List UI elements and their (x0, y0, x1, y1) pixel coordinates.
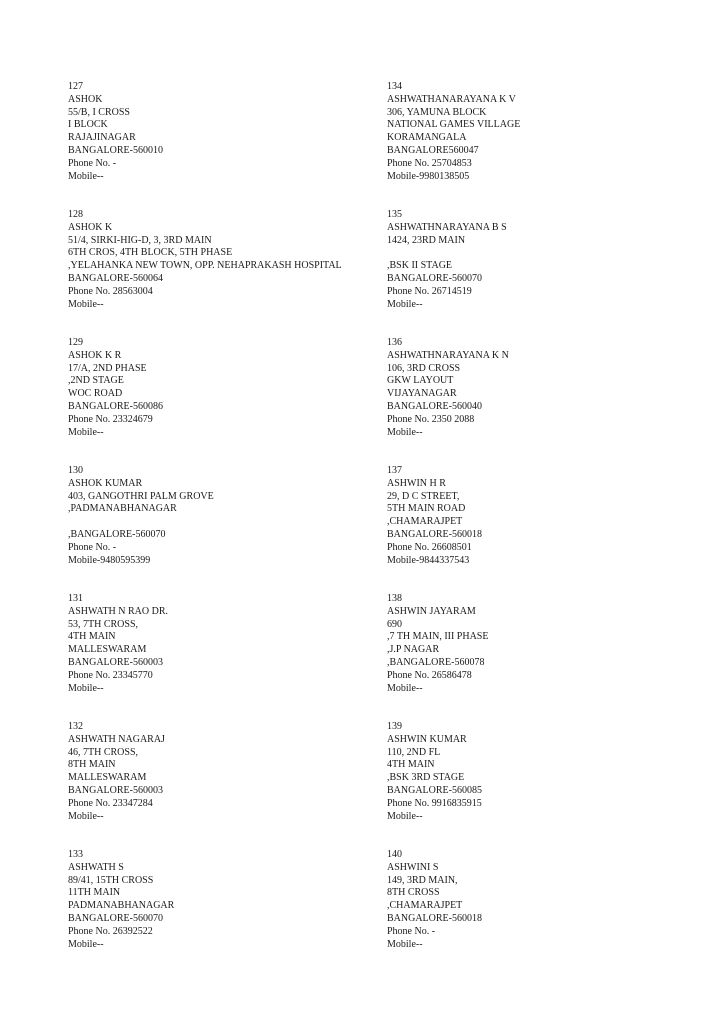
mobile-number: Mobile-- (387, 426, 423, 438)
mobile-number: Mobile-- (68, 170, 104, 182)
address-entry (68, 81, 378, 209)
mobile-number: Mobile-9844337543 (387, 554, 470, 566)
entry-number: 127 (68, 81, 83, 92)
address-line: NATIONAL GAMES VILLAGE (387, 119, 521, 131)
address-line: ,2ND STAGE (68, 375, 124, 387)
entry-name: ASHWATHANARAYANA K V (387, 93, 516, 105)
address-line: 5TH MAIN ROAD (387, 503, 466, 515)
address-line: 306, YAMUNA BLOCK (387, 106, 487, 118)
address-entry (387, 593, 697, 721)
mobile-number: Mobile-- (68, 682, 104, 694)
entry-number: 135 (387, 209, 402, 220)
address-entry (387, 721, 697, 849)
address-line: MALLESWARAM (68, 644, 147, 656)
address-line: 149, 3RD MAIN, (387, 874, 458, 886)
address-line: ,BSK II STAGE (387, 260, 453, 272)
entry-name: ASHOK (68, 93, 103, 105)
entry-name: ASHOK K R (68, 349, 122, 361)
address-line: 8TH CROSS (387, 887, 440, 899)
left-column (68, 81, 378, 977)
address-line: ,BSK 3RD STAGE (387, 772, 465, 784)
right-column (387, 81, 697, 977)
address-line (68, 516, 378, 529)
address-line: 8TH MAIN (68, 759, 116, 771)
phone-number: Phone No. 26586478 (387, 669, 472, 681)
address-line: VIJAYANAGAR (387, 388, 457, 400)
address-line: WOC ROAD (68, 388, 123, 400)
mobile-number: Mobile-9980138505 (387, 170, 470, 182)
entry-number: 137 (387, 465, 402, 476)
mobile-number: Mobile-9480595399 (68, 554, 151, 566)
address-line: 46, 7TH CROSS, (68, 746, 139, 758)
entry-name: ASHWIN H R (387, 477, 446, 489)
entry-name: ASHWATH S (68, 861, 124, 873)
address-entry (68, 209, 378, 337)
entry-number: 128 (68, 209, 83, 220)
address-line: PADMANABHANAGAR (68, 900, 175, 912)
entry-number: 130 (68, 465, 83, 476)
city-pin: BANGALORE560047 (387, 144, 479, 156)
address-line: 4TH MAIN (387, 759, 435, 771)
phone-number: Phone No. - (387, 925, 436, 937)
address-entry (387, 209, 697, 337)
city-pin: ,BANGALORE-560070 (68, 528, 166, 540)
address-line: 1424, 23RD MAIN (387, 234, 466, 246)
address-line: KORAMANGALA (387, 132, 467, 144)
phone-number: Phone No. 26608501 (387, 541, 472, 553)
address-line: ,J.P NAGAR (387, 644, 440, 656)
address-line: ,7 TH MAIN, III PHASE (387, 631, 489, 643)
entry-name: ASHWATH NAGARAJ (68, 733, 165, 745)
entry-number: 131 (68, 593, 83, 604)
address-line: 106, 3RD CROSS (387, 362, 461, 374)
entry-number: 129 (68, 337, 83, 348)
address-line: 403, GANGOTHRI PALM GROVE (68, 490, 214, 502)
address-line: 51/4, SIRKI-HIG-D, 3, 3RD MAIN (68, 234, 212, 246)
address-entry (387, 81, 697, 209)
mobile-number: Mobile-- (387, 298, 423, 310)
phone-number: Phone No. 25704853 (387, 157, 472, 169)
address-line: 53, 7TH CROSS, (68, 618, 139, 630)
city-pin: BANGALORE-560086 (68, 400, 163, 412)
phone-number: Phone No. 26392522 (68, 925, 153, 937)
entry-number: 136 (387, 337, 402, 348)
address-line: 690 (387, 618, 402, 630)
address-entry (68, 849, 378, 977)
address-line: I BLOCK (68, 119, 108, 131)
phone-number: Phone No. - (68, 157, 117, 169)
entry-name: ASHOK K (68, 221, 113, 233)
address-line (387, 247, 697, 260)
mobile-number: Mobile-- (68, 938, 104, 950)
phone-number: Phone No. 28563004 (68, 285, 153, 297)
address-line: 29, D C STREET, (387, 490, 460, 502)
address-line: GKW LAYOUT (387, 375, 454, 387)
address-entry (68, 465, 378, 593)
city-pin: BANGALORE-560018 (387, 912, 482, 924)
entry-name: ASHWINI S (387, 861, 439, 873)
entry-name: ASHWATH N RAO DR. (68, 605, 169, 617)
address-line: ,PADMANABHANAGAR (68, 503, 177, 515)
city-pin: BANGALORE-560064 (68, 272, 163, 284)
city-pin: BANGALORE-560040 (387, 400, 482, 412)
phone-number: Phone No. - (68, 541, 117, 553)
address-line: MALLESWARAM (68, 772, 147, 784)
city-pin: BANGALORE-560085 (387, 784, 482, 796)
city-pin: BANGALORE-560070 (68, 912, 163, 924)
phone-number: Phone No. 23324679 (68, 413, 153, 425)
phone-number: Phone No. 26714519 (387, 285, 472, 297)
address-line: 4TH MAIN (68, 631, 116, 643)
city-pin: ,BANGALORE-560078 (387, 656, 485, 668)
entry-name: ASHWIN KUMAR (387, 733, 467, 745)
city-pin: BANGALORE-560018 (387, 528, 482, 540)
address-line: 110, 2ND FL (387, 746, 441, 758)
address-line: 55/B, I CROSS (68, 106, 130, 118)
entry-number: 132 (68, 721, 83, 732)
address-entry (387, 337, 697, 465)
address-line: 6TH CROS, 4TH BLOCK, 5TH PHASE (68, 247, 233, 259)
address-entry (68, 721, 378, 849)
mobile-number: Mobile-- (387, 682, 423, 694)
phone-number: Phone No. 2350 2088 (387, 413, 475, 425)
address-line: 89/41, 15TH CROSS (68, 874, 154, 886)
entry-name: ASHWATHNARAYANA K N (387, 349, 509, 361)
address-line: 11TH MAIN (68, 887, 121, 899)
phone-number: Phone No. 23347284 (68, 797, 153, 809)
city-pin: BANGALORE-560010 (68, 144, 163, 156)
address-entry (68, 337, 378, 465)
address-line: 17/A, 2ND PHASE (68, 362, 147, 374)
entry-name: ASHWIN JAYARAM (387, 605, 476, 617)
city-pin: BANGALORE-560003 (68, 784, 163, 796)
address-entry (387, 465, 697, 593)
entry-number: 140 (387, 849, 402, 860)
entry-number: 134 (387, 81, 402, 92)
city-pin: BANGALORE-560003 (68, 656, 163, 668)
address-entry (387, 849, 697, 977)
mobile-number: Mobile-- (68, 426, 104, 438)
phone-number: Phone No. 23345770 (68, 669, 153, 681)
address-entry (68, 593, 378, 721)
entry-number: 133 (68, 849, 83, 860)
address-line: ,YELAHANKA NEW TOWN, OPP. NEHAPRAKASH HOSPITAL (68, 260, 342, 272)
entry-number: 139 (387, 721, 402, 732)
mobile-number: Mobile-- (387, 810, 423, 822)
address-line: ,CHAMARAJPET (387, 516, 463, 528)
entry-name: ASHWATHNARAYANA B S (387, 221, 507, 233)
address-line: ,CHAMARAJPET (387, 900, 463, 912)
entry-name: ASHOK KUMAR (68, 477, 143, 489)
mobile-number: Mobile-- (68, 298, 104, 310)
entry-number: 138 (387, 593, 402, 604)
city-pin: BANGALORE-560070 (387, 272, 482, 284)
phone-number: Phone No. 9916835915 (387, 797, 482, 809)
mobile-number: Mobile-- (387, 938, 423, 950)
mobile-number: Mobile-- (68, 810, 104, 822)
address-line: RAJAJINAGAR (68, 132, 136, 144)
